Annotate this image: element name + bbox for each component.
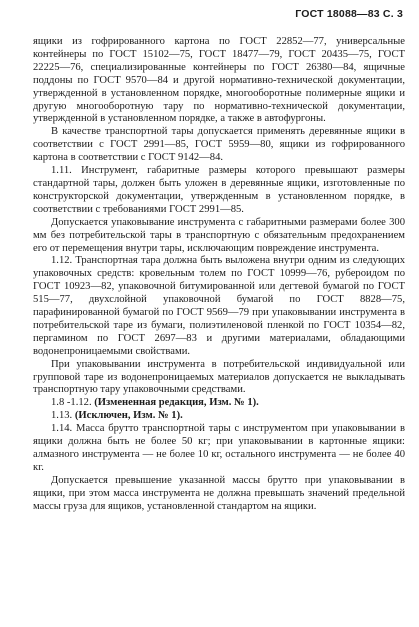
paragraph-waterproof-packing: При упаковывании инструмента в потребительской индивидуальной или групповой таре из водонепроницаемых материалов допускается не выкладывать транспортную тару упаковочными средствами. bbox=[33, 358, 405, 396]
paragraph-1-11: 1.11. Инструмент, габаритные размеры которого превышают размеры стандартной тары, должен быть уложен в деревянные ящики, изготовленные по конструкторской документации, утвержденным в установленном порядке, в соответствии с требованиями ГОСТ 2991—85. bbox=[33, 165, 405, 215]
document-body bbox=[33, 36, 405, 514]
edit-note-1-13 bbox=[33, 410, 405, 423]
paragraph-transport-tare: В качестве транспортной тары допускается применять деревянные ящики в соответствии с ГОСТ 2991—85, ГОСТ 5959—80, ящики из гофрированного картона в соответствии с ГОСТ 9142—84. bbox=[33, 126, 405, 164]
paragraph-oversize-packing: Допускается упаковывание инструмента с габаритными размерами более 300 мм без потребительской тары в транспортную с обязательным предохранением его от перемещения внутри тары, исключающим повреждение инструмента. bbox=[33, 216, 405, 254]
edit-note-1-text: (Измененная редакция, Изм. № 1). bbox=[94, 397, 259, 409]
paragraph-1-14: 1.14. Масса брутто транспортной тары с инструментом при упаковывании в ящики должна быть не более 50 кг; при упаковывании в картонные ящики: алмазного инструмента — не более 10 кг, остального инструмента — не более 40 кг. bbox=[33, 423, 405, 473]
edit-note-2-text: (Исключен, Изм. № 1). bbox=[74, 410, 183, 422]
edit-note-2-prefix: 1.13. bbox=[51, 410, 73, 422]
edit-note-1-prefix: 1.8 -1.12. bbox=[51, 397, 92, 409]
page-header: ГОСТ 18088—83 С. 3 bbox=[295, 8, 403, 20]
paragraph-continuation: ящики из гофрированного картона по ГОСТ 22852—77, универсальные контейнеры по ГОСТ 15102—75, ГОСТ 18477—79, ГОСТ 20435—75, ГОСТ 22225—76, специализированные контейнеры по ГОСТ 26380—84, ящичные поддоны по ГОСТ 9570—84 и другой нормативно-технической документации, утвержденной в установленном порядке, многооборотные полимерные ящики и другую многооборотную тару по нормативно-технической документации, утвержденной в установленном порядке, а также в автофургоны. bbox=[33, 36, 405, 125]
paragraph-mass-excess: Допускается превышение указанной массы брутто при упаковывании в ящики, при этом масса инструмента не должна превышать значений предельной массы груза для ящиков, установленной стандартом на ящики. bbox=[33, 474, 405, 512]
edit-note-1-8-1-12 bbox=[33, 397, 405, 410]
paragraph-1-12: 1.12. Транспортная тара должна быть выложена внутри одним из следующих упаковочных средств: кровельным толем по ГОСТ 10999—76, рубероидом по ГОСТ 10923—82, упаковочной битумированной или дегтевой бумагой по ГОСТ 515—77, двухслойной упаковочной бумагой по ГОСТ 8828—75, парафинированной бумагой по ГОСТ 9569—79 при упаковывании инструмента в потребительской таре из бумаги, полиэтиленовой пленкой по ГОСТ 10354—82, пергамином по ГОСТ 2697—83 и другими материалами, обладающими водонепроницаемыми свойствами. bbox=[33, 255, 405, 357]
